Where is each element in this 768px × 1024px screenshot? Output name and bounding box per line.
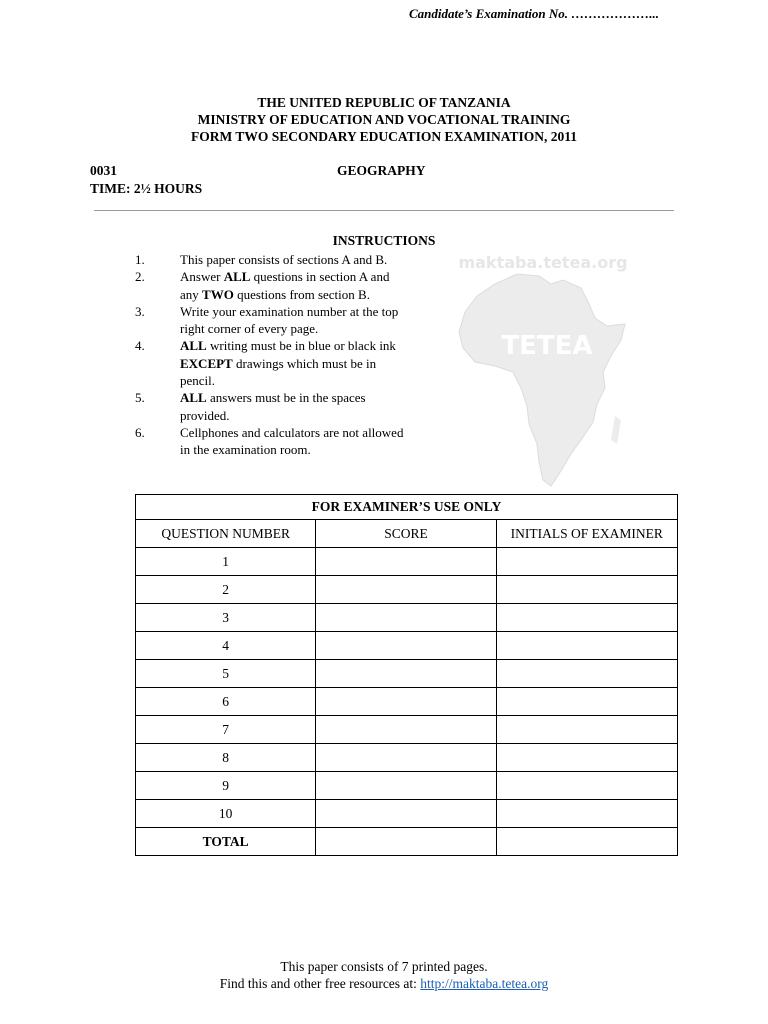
table-header-row xyxy=(136,520,678,548)
question-number-cell: 9 xyxy=(136,772,316,800)
instruction-fragment: writing must be in blue or black ink xyxy=(206,338,396,354)
total-label: TOTAL xyxy=(136,828,316,856)
initials-cell xyxy=(496,800,677,828)
instruction-emphasis: ALL xyxy=(180,390,207,406)
instructions-title: INSTRUCTIONS xyxy=(332,233,436,248)
madagascar-shape xyxy=(611,416,621,444)
question-number-cell: 6 xyxy=(136,688,316,716)
instruction-item xyxy=(135,251,425,268)
initials-cell xyxy=(496,660,677,688)
initials-cell xyxy=(496,688,677,716)
resources-link[interactable]: http://maktaba.tetea.org xyxy=(420,976,549,991)
column-header-score: SCORE xyxy=(316,520,496,548)
column-header-initials: INITIALS OF EXAMINER xyxy=(496,520,677,548)
score-cell xyxy=(316,688,496,716)
instruction-emphasis: ALL xyxy=(223,269,251,285)
table-row xyxy=(136,660,678,688)
score-cell xyxy=(316,548,496,576)
instruction-number: 4. xyxy=(135,338,145,354)
instruction-text xyxy=(180,303,410,338)
instruction-item xyxy=(135,424,425,459)
table-title: FOR EXAMINER’S USE ONLY xyxy=(136,495,678,520)
instruction-text xyxy=(180,251,410,268)
instruction-item xyxy=(135,337,425,389)
question-number-cell: 8 xyxy=(136,744,316,772)
initials-cell xyxy=(496,604,677,632)
score-cell xyxy=(316,744,496,772)
instruction-fragment: drawings which must be in pencil. xyxy=(180,355,377,389)
instruction-item xyxy=(135,303,425,338)
footer-resources-prefix: Find this and other free resources at: xyxy=(219,976,421,991)
table-row xyxy=(136,604,678,632)
instruction-text xyxy=(180,389,410,424)
table-row xyxy=(136,632,678,660)
instruction-fragment: This paper consists of sections A and B. xyxy=(180,252,388,267)
tetea-watermark xyxy=(455,248,635,493)
instructions-list xyxy=(135,251,425,459)
instruction-fragment: questions from section B. xyxy=(233,286,370,302)
instruction-number: 5. xyxy=(135,390,145,406)
initials-cell xyxy=(496,828,677,856)
score-cell xyxy=(316,632,496,660)
question-number-cell: 5 xyxy=(136,660,316,688)
instruction-fragment: questions in section A and any xyxy=(180,269,390,302)
table-title-row xyxy=(136,495,678,520)
instruction-emphasis: EXCEPT xyxy=(180,355,233,371)
instruction-text xyxy=(180,424,410,459)
score-cell xyxy=(316,660,496,688)
paper-code: 0031 xyxy=(90,163,117,178)
initials-cell xyxy=(496,632,677,660)
table-row xyxy=(136,800,678,828)
question-number-cell: 1 xyxy=(136,548,316,576)
score-cell xyxy=(316,576,496,604)
table-row xyxy=(136,688,678,716)
table-row xyxy=(136,744,678,772)
footer-resources-line xyxy=(0,975,768,992)
initials-cell xyxy=(496,576,677,604)
heading-ministry: MINISTRY OF EDUCATION AND VOCATIONAL TRAINING xyxy=(197,112,571,127)
score-cell xyxy=(316,800,496,828)
footer-pages-text: This paper consists of 7 printed pages. xyxy=(280,959,488,974)
instruction-fragment: answers must be in the spaces provided. xyxy=(180,390,366,423)
instruction-number: 2. xyxy=(135,269,145,285)
paper-time: TIME: 2½ HOURS xyxy=(90,181,203,196)
column-header-question-number: QUESTION NUMBER xyxy=(136,520,316,548)
instruction-number: 6. xyxy=(135,424,145,440)
score-cell xyxy=(316,772,496,800)
question-number-cell: 10 xyxy=(136,800,316,828)
watermark-site-text: maktaba.tetea.org xyxy=(458,253,628,272)
header-divider xyxy=(94,210,674,211)
question-number-cell: 2 xyxy=(136,576,316,604)
score-cell xyxy=(316,716,496,744)
instruction-fragment: Cellphones and calculators are not allowed in the examination room. xyxy=(180,424,404,458)
instruction-text xyxy=(180,337,410,389)
instruction-item xyxy=(135,268,425,303)
page-footer xyxy=(0,958,768,992)
exam-heading xyxy=(0,94,768,145)
heading-republic: THE UNITED REPUBLIC OF TANZANIA xyxy=(257,95,511,110)
score-cell xyxy=(316,828,496,856)
question-number-cell: 3 xyxy=(136,604,316,632)
table-row xyxy=(136,548,678,576)
initials-cell xyxy=(496,744,677,772)
candidate-examination-number-label: Candidate’s Examination No. ………………... xyxy=(409,6,660,21)
heading-examination: FORM TWO SECONDARY EDUCATION EXAMINATION, 2011 xyxy=(190,129,578,144)
initials-cell xyxy=(496,716,677,744)
score-cell xyxy=(316,604,496,632)
table-row xyxy=(136,716,678,744)
initials-cell xyxy=(496,772,677,800)
instruction-number: 1. xyxy=(135,252,145,267)
table-total-row xyxy=(136,828,678,856)
instruction-text xyxy=(180,268,410,303)
instruction-fragment: Answer xyxy=(180,269,224,285)
watermark-brand-text: TETEA xyxy=(501,331,593,361)
paper-subject: GEOGRAPHY xyxy=(337,163,426,178)
instruction-item xyxy=(135,389,425,424)
instruction-emphasis: ALL xyxy=(180,338,207,354)
africa-map-icon xyxy=(459,274,625,486)
table-row xyxy=(136,576,678,604)
question-number-cell: 4 xyxy=(136,632,316,660)
question-number-cell: 7 xyxy=(136,716,316,744)
instruction-fragment: Write your examination number at the top right corner of every page. xyxy=(180,303,399,337)
initials-cell xyxy=(496,548,677,576)
table-row xyxy=(136,772,678,800)
examiner-score-table xyxy=(135,494,678,856)
instruction-emphasis: TWO xyxy=(202,286,234,302)
instruction-number: 3. xyxy=(135,303,145,319)
